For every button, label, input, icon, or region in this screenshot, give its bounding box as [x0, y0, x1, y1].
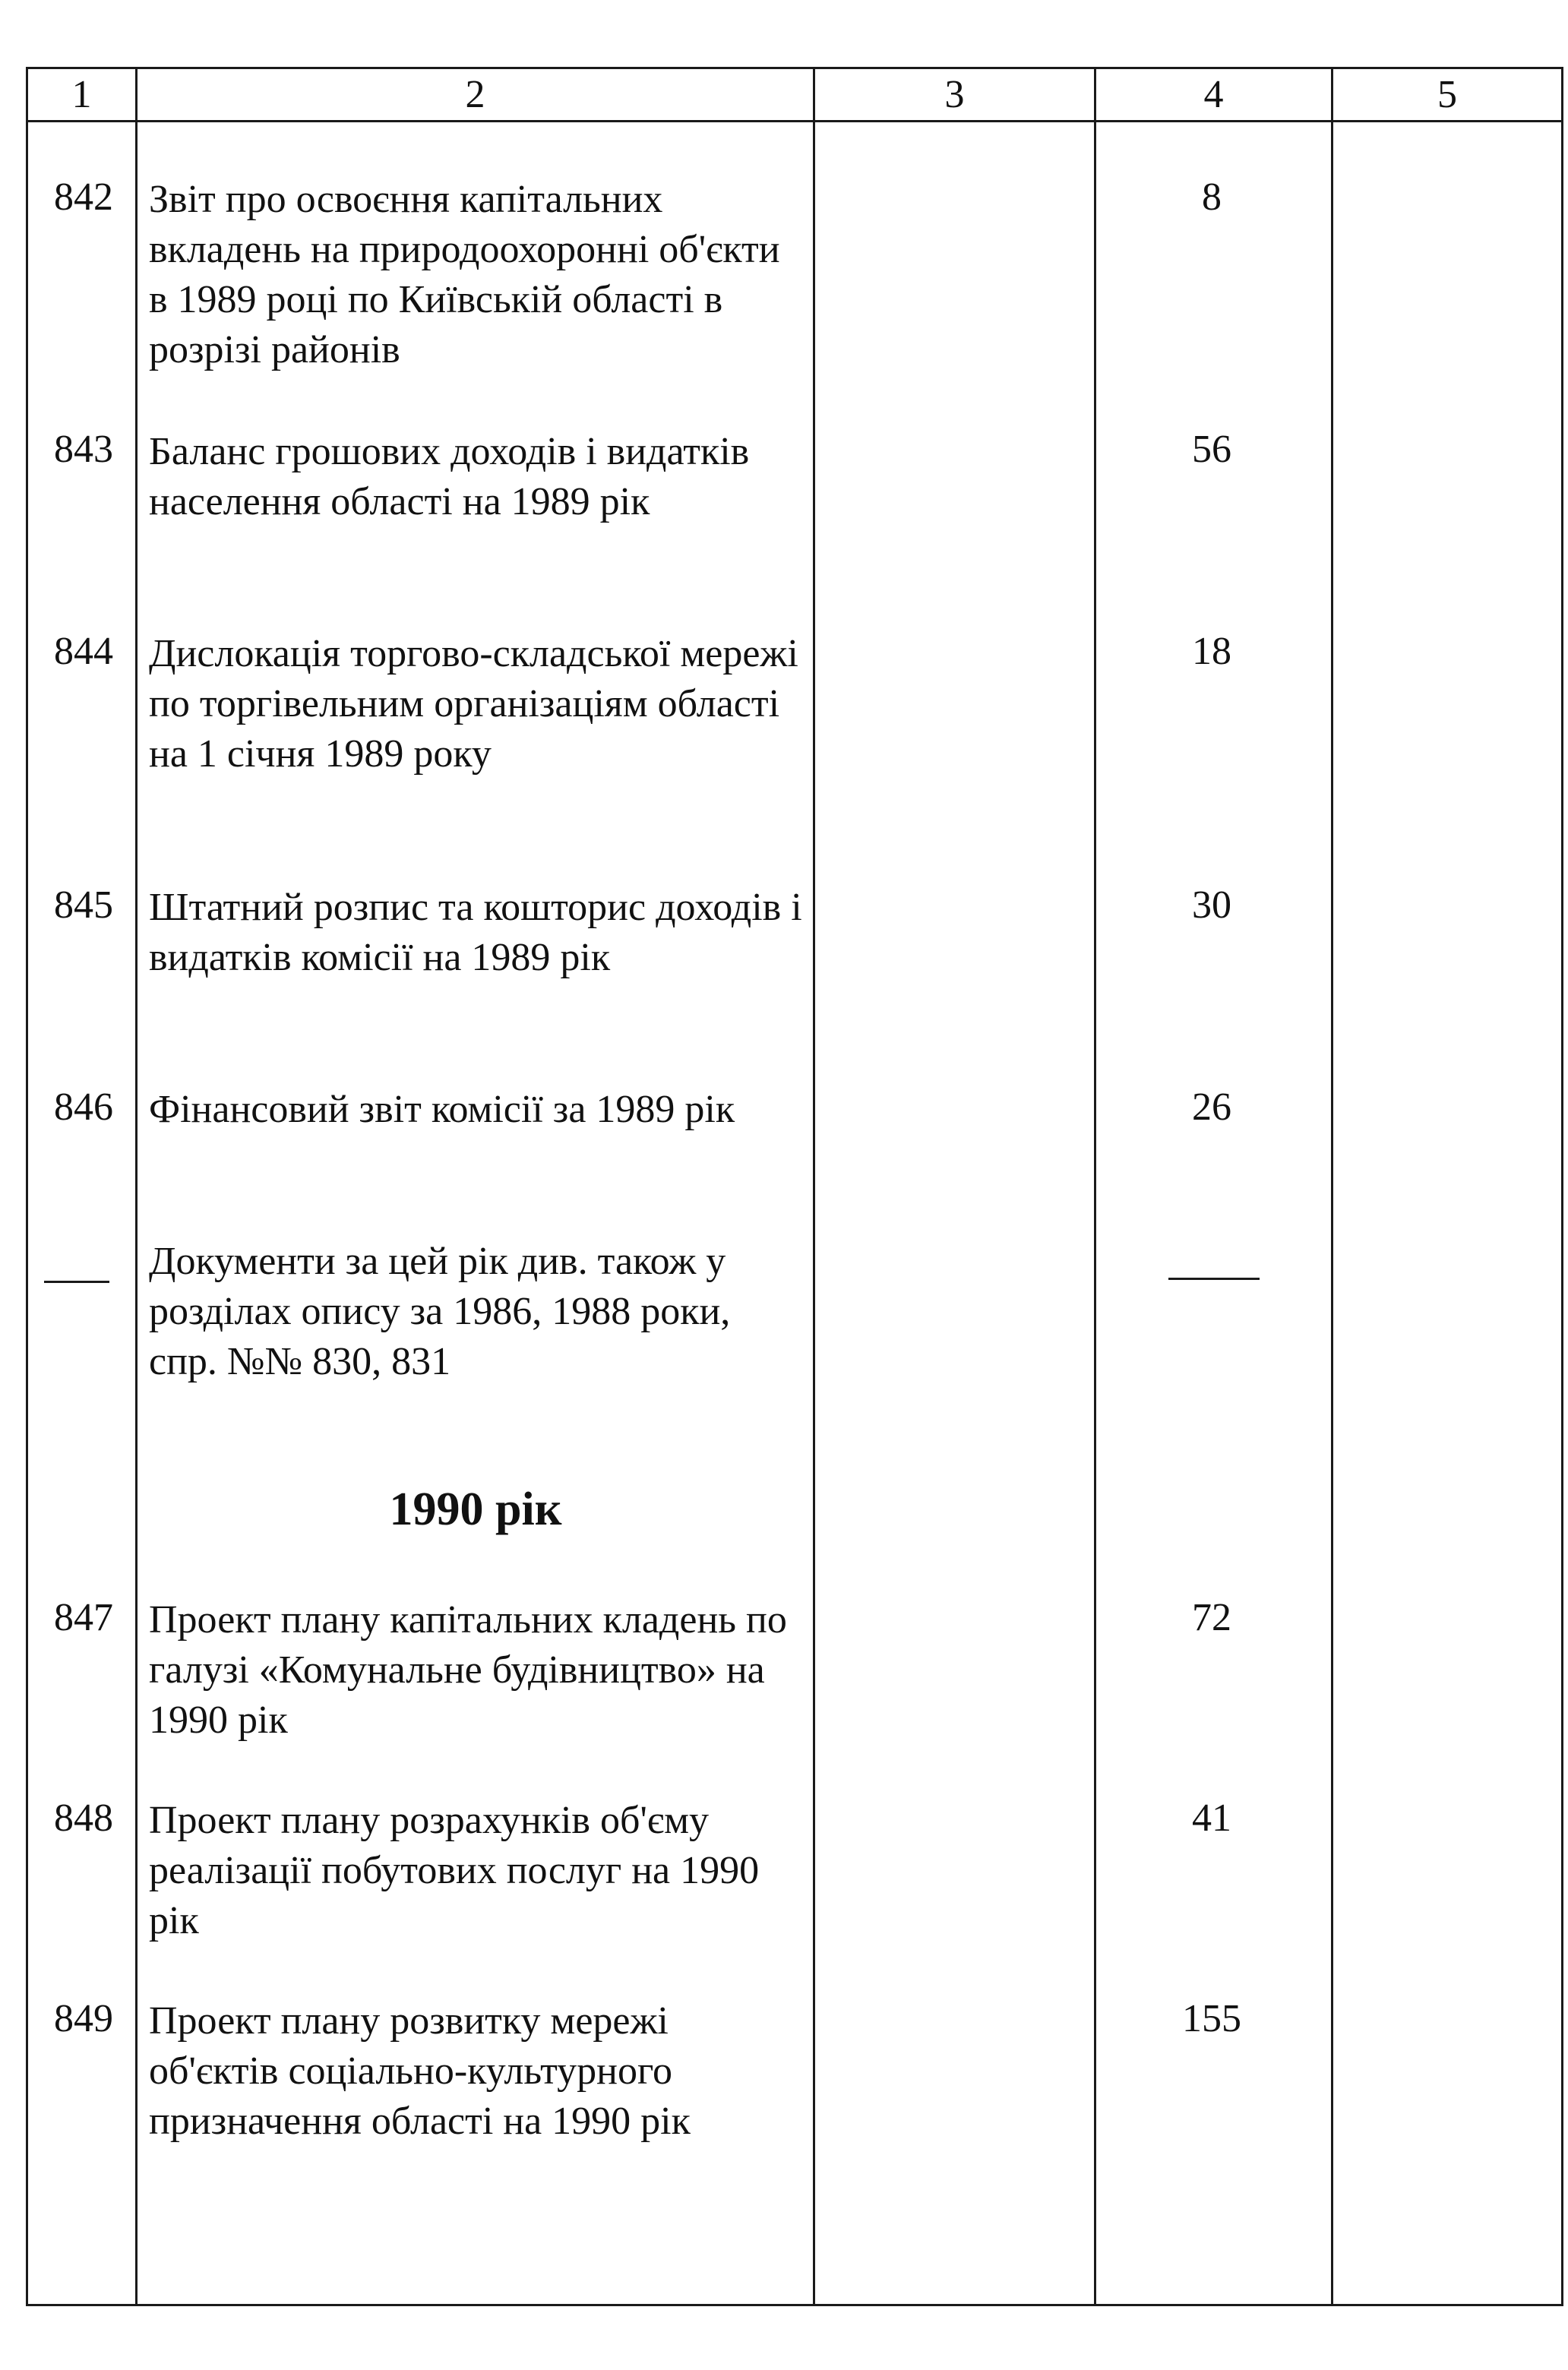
row-reference-note: Документи за цей рік див. також у розділах опису за 1986, 1988 роки, спр. №№ 830, 831 — [149, 1240, 731, 1383]
row-number: 844 — [54, 630, 113, 673]
row-title: Звіт про освоєння капітальних вкладень на природоохоронні об'єкти в 1989 році по Київській області в розрізі районів — [149, 178, 780, 371]
row-sheet-count: 8 — [1202, 175, 1222, 219]
header-col-2: 2 — [465, 73, 485, 116]
row-title: Проект плану капітальних кладень по галузі «Комунальне будівництво» на 1990 рік — [149, 1598, 787, 1742]
row-sheet-count: 18 — [1192, 630, 1231, 673]
header-col-3: 3 — [944, 73, 965, 116]
row-count-dash — [1168, 1278, 1260, 1280]
header-col-1: 1 — [71, 73, 92, 116]
row-sheet-count: 41 — [1192, 1796, 1231, 1840]
row-sheet-count: 30 — [1192, 883, 1231, 927]
row-number: 848 — [54, 1796, 113, 1840]
section-heading: 1990 рік — [389, 1484, 562, 1535]
row-sheet-count: 26 — [1192, 1085, 1231, 1129]
row-number: 847 — [54, 1596, 113, 1639]
row-title: Баланс грошових доходів і видатків населення області на 1989 рік — [149, 430, 750, 523]
row-sheet-count: 56 — [1192, 428, 1231, 471]
header-col-5: 5 — [1437, 73, 1457, 116]
row-title: Проект плану розрахунків об'єму реалізації побутових послуг на 1990 рік — [149, 1799, 760, 1942]
row-number: 845 — [54, 883, 113, 927]
row-sheet-count: 155 — [1182, 1997, 1241, 2040]
column-divider-2 — [813, 67, 815, 2306]
row-title: Фінансовий звіт комісії за 1989 рік — [149, 1088, 735, 1131]
row-number-dash — [44, 1281, 109, 1283]
row-number: 843 — [54, 428, 113, 471]
row-title: Дислокація торгово-складської мережі по торгівельним організаціям області на 1 січня 1989 року — [149, 632, 798, 776]
row-title: Штатний розпис та кошторис доходів і видатків комісії на 1989 рік — [149, 886, 802, 979]
column-divider-1 — [135, 67, 138, 2306]
row-number: 849 — [54, 1997, 113, 2040]
header-col-4: 4 — [1203, 73, 1224, 116]
row-title: Проект плану розвитку мережі об'єктів соціально-культурного призначення області на 1990 рік — [149, 1999, 691, 2143]
row-sheet-count: 72 — [1192, 1596, 1231, 1639]
row-number: 846 — [54, 1085, 113, 1129]
column-divider-4 — [1331, 67, 1333, 2306]
column-divider-3 — [1094, 67, 1096, 2306]
row-number: 842 — [54, 175, 113, 219]
